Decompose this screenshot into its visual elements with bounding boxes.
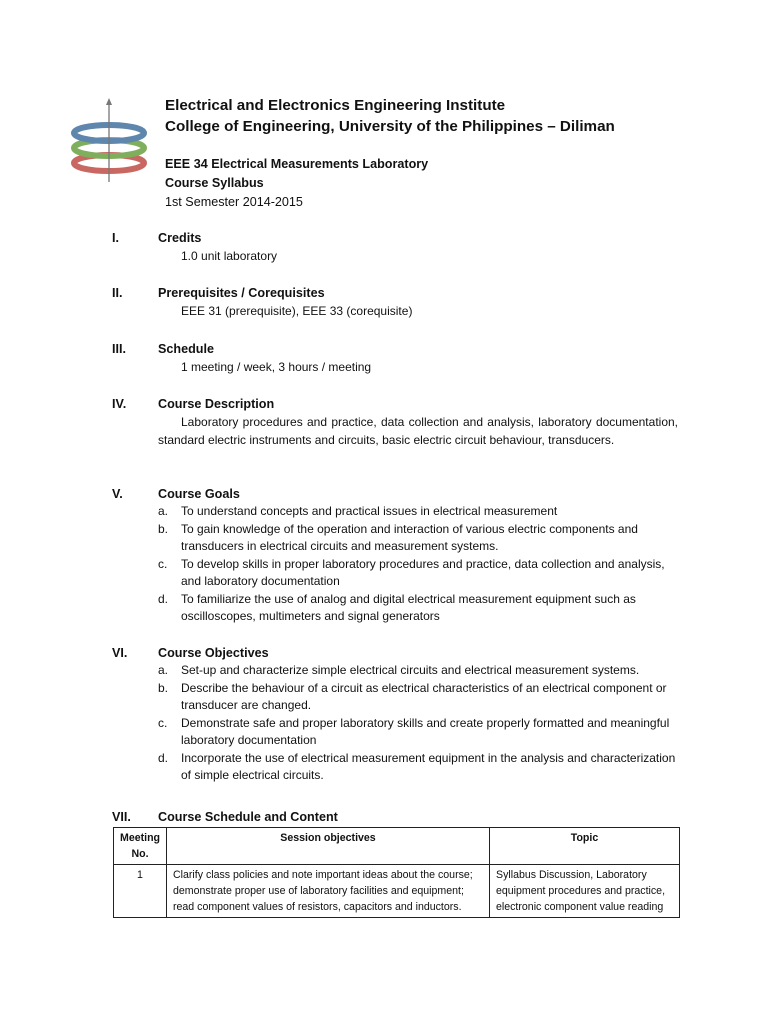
item-letter: a.: [158, 504, 169, 518]
list-item: [158, 750, 678, 785]
semester: 1st Semester 2014-2015: [165, 195, 303, 209]
section-heading: Course Description: [158, 397, 275, 411]
institute-header: [165, 95, 615, 137]
item-text: To understand concepts and practical issues in electrical measurement: [181, 504, 558, 518]
section-objectives: [112, 644, 682, 794]
section-description: [112, 395, 682, 470]
item-letter: b.: [158, 680, 169, 695]
course-info: [165, 155, 428, 212]
description-paragraph: Laboratory procedures and practice, data collection and analysis, laboratory documentation, standard electric instruments and circuits, basic electric circuit behaviour, transducers.: [158, 415, 678, 447]
list-item: [158, 556, 678, 591]
section-body: EEE 31 (prerequisite), EEE 33 (corequisite): [181, 304, 413, 318]
item-text: Incorporate the use of electrical measurement equipment in the analysis and characterization of simple electrical circuits.: [181, 750, 676, 782]
section-heading: Credits: [158, 231, 202, 245]
item-letter: a.: [158, 663, 169, 677]
section-body: 1 meeting / week, 3 hours / meeting: [181, 360, 372, 374]
institute-name: Electrical and Electronics Engineering Institute: [165, 97, 506, 114]
cell-objectives: Clarify class policies and note important ideas about the course; demonstrate proper use of laboratory facilities and equipment; read component values of resistors, capacitors and inductors.: [167, 865, 490, 918]
section-goals: [112, 485, 682, 630]
section-body: 1.0 unit laboratory: [181, 249, 278, 263]
section-schedule-content: [112, 808, 682, 828]
list-item: [158, 503, 678, 521]
objectives-list: [158, 662, 678, 785]
table-header-row: [114, 828, 680, 865]
item-letter: d.: [158, 750, 169, 765]
item-text: Describe the behaviour of a circuit as electrical characteristics of an electrical component or transducer are changed.: [181, 680, 667, 712]
list-item: [158, 680, 678, 715]
section-heading: Course Goals: [158, 487, 240, 501]
cell-meeting: 1: [114, 865, 167, 918]
course-title: EEE 34 Electrical Measurements Laboratory: [165, 157, 429, 171]
item-text: To develop skills in proper laboratory procedures and practice, data collection and analysis, and laboratory documentation: [181, 556, 665, 588]
section-number: I.: [112, 231, 119, 245]
section-heading: Schedule: [158, 342, 214, 356]
list-item: [158, 662, 678, 680]
item-text: Set-up and characterize simple electrical circuits and electrical measurement systems.: [181, 663, 640, 677]
section-number: V.: [112, 487, 123, 501]
section-number: VI.: [112, 646, 128, 660]
item-letter: b.: [158, 521, 169, 536]
cell-topic: Syllabus Discussion, Laboratory equipment procedures and practice, electronic component value reading: [490, 865, 680, 918]
college-name: College of Engineering, University of the Philippines – Diliman: [165, 118, 615, 135]
list-item: [158, 521, 678, 556]
section-number: VII.: [112, 810, 131, 824]
table-row: [114, 865, 680, 918]
item-letter: c.: [158, 556, 168, 571]
header-topic: Topic: [490, 828, 680, 865]
logo-arrow-head: [106, 98, 112, 105]
list-item: [158, 591, 678, 626]
item-letter: d.: [158, 591, 169, 606]
section-prerequisites: [112, 284, 682, 324]
section-heading: Prerequisites / Corequisites: [158, 286, 325, 300]
section-heading: Course Schedule and Content: [158, 810, 338, 824]
section-number: III.: [112, 342, 126, 356]
institute-logo: [66, 96, 152, 186]
item-text: To familiarize the use of analog and digital electrical measurement equipment such as oscilloscopes, multimeters and signal generators: [181, 591, 636, 623]
section-schedule: [112, 340, 682, 380]
section-number: IV.: [112, 397, 127, 411]
list-item: [158, 715, 678, 750]
logo-graphic: [66, 96, 152, 186]
item-letter: c.: [158, 715, 168, 730]
section-number: II.: [112, 286, 123, 300]
goals-list: [158, 503, 678, 626]
section-heading: Course Objectives: [158, 646, 269, 660]
schedule-table: [113, 827, 680, 918]
document-type: Course Syllabus: [165, 176, 264, 190]
header-meeting-no: Meeting No.: [114, 828, 167, 865]
item-text: Demonstrate safe and proper laboratory skills and create properly formatted and meaningful laboratory documentation: [181, 715, 670, 747]
item-text: To gain knowledge of the operation and interaction of various electric components and transducers in electrical circuits and measurement systems.: [181, 521, 638, 553]
section-credits: [112, 229, 682, 269]
header-session-objectives: Session objectives: [167, 828, 490, 865]
